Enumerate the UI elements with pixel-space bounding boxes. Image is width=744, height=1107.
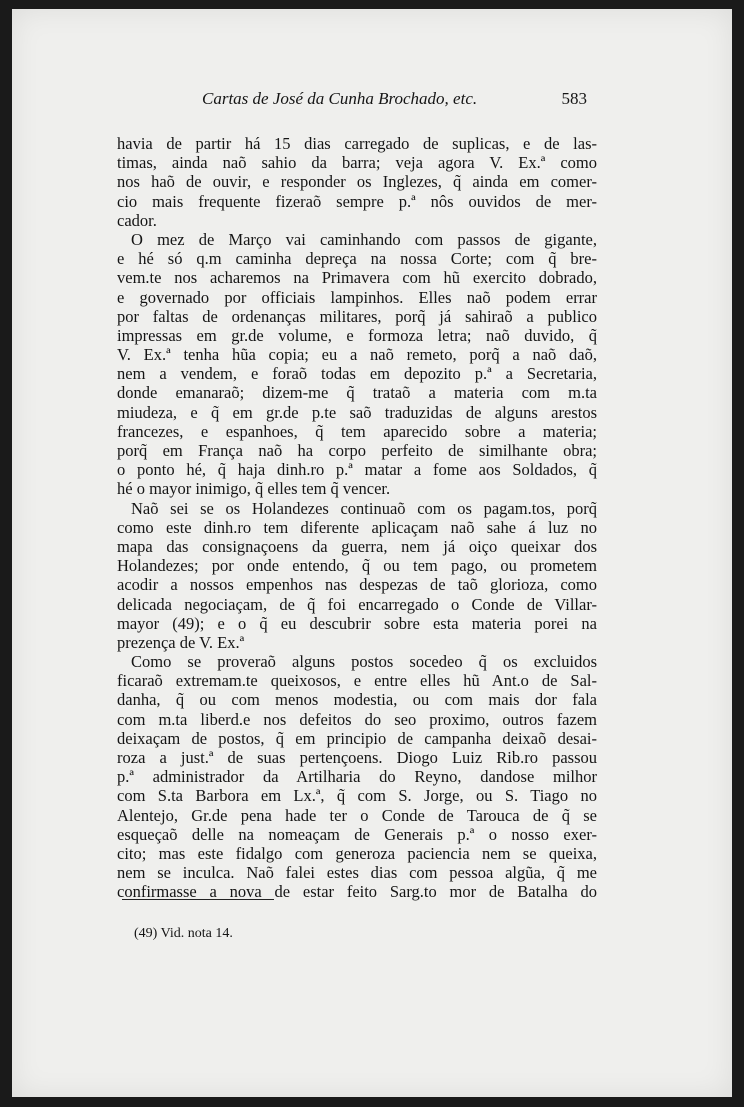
footnote: (49) Vid. nota 14. (134, 926, 233, 941)
text-line: Naõ sei se os Holandezes continuaõ com os pagam.tos, porq̃ (131, 498, 597, 518)
page-number: 583 (561, 89, 587, 108)
text-line: O mez de Março vai caminhando com passos de gigante, (131, 229, 597, 249)
text-line: havia de partir há 15 dias carregado de suplicas, e de las- (117, 134, 597, 153)
text-line: nem se inculca. Naõ falei estes dias com pessoa algũa, q̃ me (117, 863, 597, 883)
text-line: e governado por officiais lampinhos. Elles naõ podem errar (117, 287, 597, 307)
text-line: por faltas de ordenanças militares, porq̃ já sahiraõ a publico (117, 306, 597, 326)
text-line: ficaraõ extremam.te queixosos, e entre elles hũ Ant.o de Sal- (117, 671, 597, 691)
text-line: confirmasse a nova de estar feito Sarg.to mor de Batalha do (117, 882, 597, 902)
text-line: nem a vendem, e foraõ todas em depozito p.ª a Secretaria, (117, 364, 597, 384)
footnote-rule (122, 899, 274, 900)
text-line: com m.ta liberd.e nos defeitos do seo proximo, outros fazem (117, 709, 597, 729)
text-line: prezença de V. Ex.ª (117, 632, 245, 652)
text-line: timas, ainda naõ sahio da barra; veja agora V. Ex.ª como (117, 153, 597, 173)
text-line: porq̃ em França naõ ha corpo perfeito de similhante obra; (117, 441, 597, 460)
text-line: francezes, e espanhoes, q̃ tem aparecido sobre a materia; (117, 421, 597, 441)
body-text (117, 134, 597, 902)
text-line: miudeza, e q̃ em gr.de p.te saõ traduzidas de alguns arestos (117, 402, 597, 422)
text-line: nos haõ de ouvir, e responder os Inglezes, q̃ ainda em comer- (117, 172, 597, 192)
text-line: donde emanaraõ; dizem-me q̃ trataõ a materia com m.ta (117, 383, 597, 403)
text-line: mayor (49); e o q̃ eu descubrir sobre esta materia porei na (117, 613, 597, 633)
text-line: Como se proveraõ alguns postos socedeo q̃ os excluidos (131, 652, 597, 672)
text-line: delicada negociaçam, de q̃ foi encarregado o Conde de Villar- (117, 594, 597, 614)
text-line: cito; mas este fidalgo com generoza paciencia nem se queixa, (117, 843, 597, 863)
text-line: cador. (117, 210, 157, 230)
text-line: vem.te nos acharemos na Primavera com hũ exercito dobrado, (117, 268, 597, 288)
text-line: acodir a nossos empenhos nas despezas de taõ glorioza, como (117, 575, 597, 595)
text-line: com S.ta Barbora em Lx.ª, q̃ com S. Jorge, ou S. Tiago no (117, 786, 597, 806)
text-line: mapa das consignaçoens da guerra, nem já oiço queixar dos (117, 536, 597, 556)
text-line: cio mais frequente fizeraõ sempre p.ª nôs ouvidos de mer- (117, 191, 597, 211)
text-line: danha, q̃ ou com menos modestia, ou com mais dor fala (117, 690, 597, 710)
text-line: roza a just.ª de suas pertençoens. Diogo Luiz Rib.ro passou (117, 748, 597, 767)
text-line: esqueçaõ delle na nomeaçam de Generais p.ª o nosso exer- (117, 824, 597, 844)
text-line: deixaçam de postos, q̃ em principio de campanha deixaõ desai- (117, 728, 597, 748)
running-title: Cartas de José da Cunha Brochado, etc. (202, 89, 478, 108)
text-line: Alentejo, Gr.de pena hade ter o Conde de Tarouca de q̃ se (117, 805, 597, 825)
text-line: p.ª administrador da Artilharia do Reyno, dandose milhor (117, 767, 597, 787)
text-line: como este dinh.ro tem diferente aplicaçam naõ sahe á luz no (117, 517, 597, 537)
text-line: Holandezes; por onde entendo, q̃ ou tem pago, ou prometem (117, 556, 597, 576)
page-header (202, 89, 587, 113)
text-line: impressas em gr.de volume, e formoza letra; naõ duvido, q̃ (117, 325, 597, 345)
text-line: e hé só q.m caminha depreça na nossa Corte; com q̃ bre- (117, 249, 597, 269)
text-line: V. Ex.ª tenha hũa copia; eu a naõ remeto, porq̃ a naõ daõ, (117, 345, 597, 365)
book-page (12, 9, 732, 1097)
text-line: hé o mayor inimigo, q̃ elles tem q̃ vencer. (117, 479, 391, 499)
text-line: o ponto hé, q̃ haja dinh.ro p.ª matar a fome aos Soldados, q̃ (117, 460, 597, 480)
